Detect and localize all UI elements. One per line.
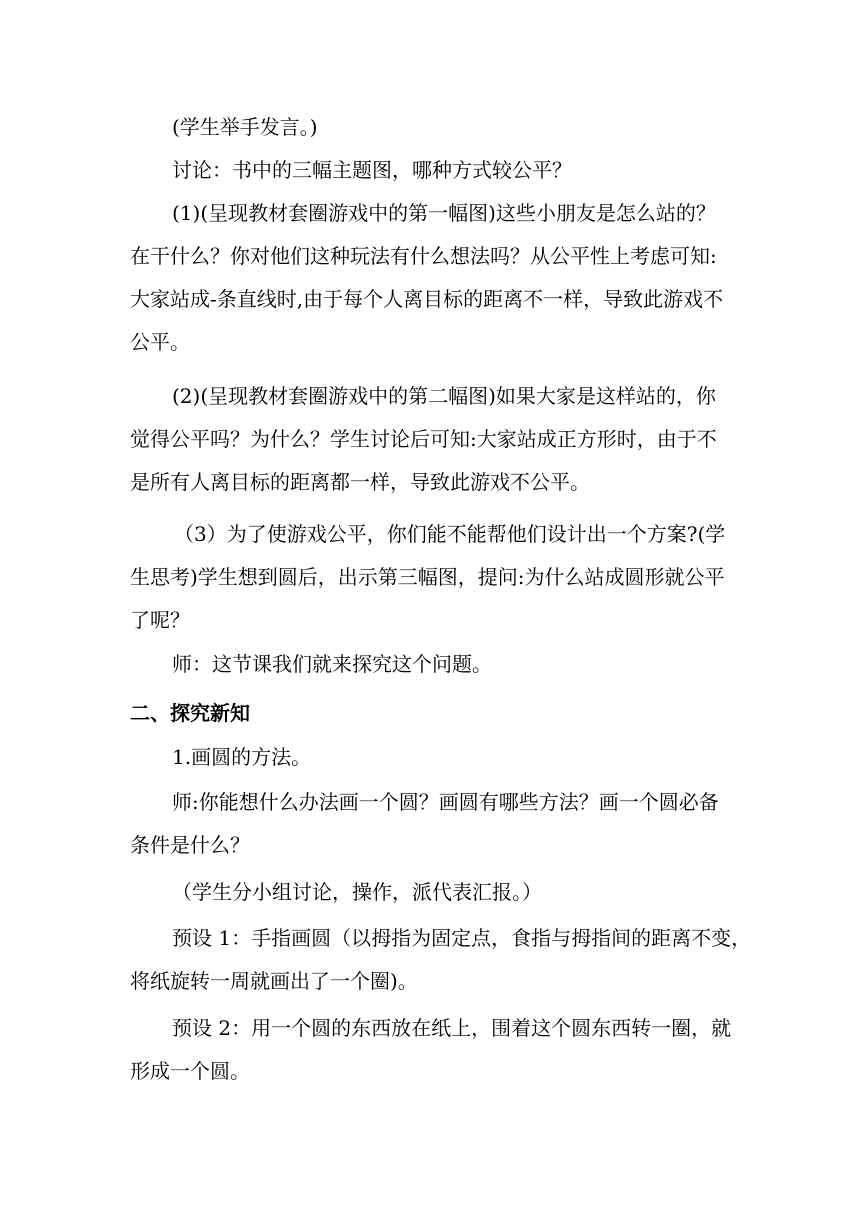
text-line: 大家站成-条直线时,由于每个人离目标的距离不一样，导致此游戏不 bbox=[130, 287, 724, 311]
paragraph-teacher-intro bbox=[130, 643, 730, 686]
paragraph-method-title bbox=[130, 736, 730, 779]
text-line: 师:你能想什么办法画一个圆？画圆有哪些方法？画一个圆必备 bbox=[172, 790, 719, 814]
text-line: 公平。 bbox=[130, 330, 190, 354]
heading-text: 二、探究新知 bbox=[130, 701, 250, 725]
text-line: 形成一个圆。 bbox=[130, 1059, 250, 1083]
text-line: 讨论：书中的三幅主题图，哪种方式较公平？ bbox=[172, 158, 572, 182]
text-line: (2)(呈现教材套圈游戏中的第二幅图)如果大家是这样站的，你 bbox=[172, 384, 716, 408]
text-line: 师：这节课我们就来探究这个问题。 bbox=[172, 652, 492, 676]
text-line: 预设 1：手指画圆（以拇指为固定点，食指与拇指间的距离不变， bbox=[172, 926, 752, 950]
paragraph-discussion-question bbox=[130, 149, 730, 192]
text-line: 1.画圆的方法。 bbox=[172, 745, 312, 769]
paragraph-student-raise-hand bbox=[130, 106, 730, 149]
text-line: （3）为了使游戏公平，你们能不能帮他们设计出一个方案?(学 bbox=[174, 522, 726, 546]
text-line: 了呢？ bbox=[130, 608, 190, 632]
paragraph-preset-2 bbox=[130, 1007, 730, 1093]
text-line: 预设 2：用一个圆的东西放在纸上，围着这个圆东西转一圈，就 bbox=[172, 1016, 732, 1040]
paragraph-preset-1 bbox=[130, 917, 752, 1003]
paragraph-group-discussion bbox=[130, 871, 730, 914]
text-line: (学生举手发言。) bbox=[172, 115, 318, 139]
text-line: 将纸旋转一周就画出了一个圈)。 bbox=[130, 969, 418, 993]
text-line: 是所有人离目标的距离都一样，导致此游戏不公平。 bbox=[130, 470, 590, 494]
paragraph-second-picture bbox=[130, 375, 730, 504]
paragraph-third-picture bbox=[130, 513, 730, 642]
paragraph-teacher-question bbox=[130, 781, 730, 867]
text-line: 条件是什么？ bbox=[130, 833, 250, 857]
paragraph-first-picture bbox=[130, 192, 730, 364]
text-line: 在干什么？你对他们这种玩法有什么想法吗？从公平性上考虑可知: bbox=[130, 244, 717, 268]
text-line: 觉得公平吗？为什么？学生讨论后可知:大家站成正方形时，由于不 bbox=[130, 427, 717, 451]
text-line: (1)(呈现教材套圈游戏中的第一幅图)这些小朋友是怎么站的？ bbox=[172, 201, 716, 225]
text-line: 生思考)学生想到圆后，出示第三幅图，提问:为什么站成圆形就公平 bbox=[130, 565, 725, 589]
section-heading bbox=[130, 692, 730, 735]
text-line: （学生分小组讨论，操作，派代表汇报。） bbox=[172, 880, 542, 904]
